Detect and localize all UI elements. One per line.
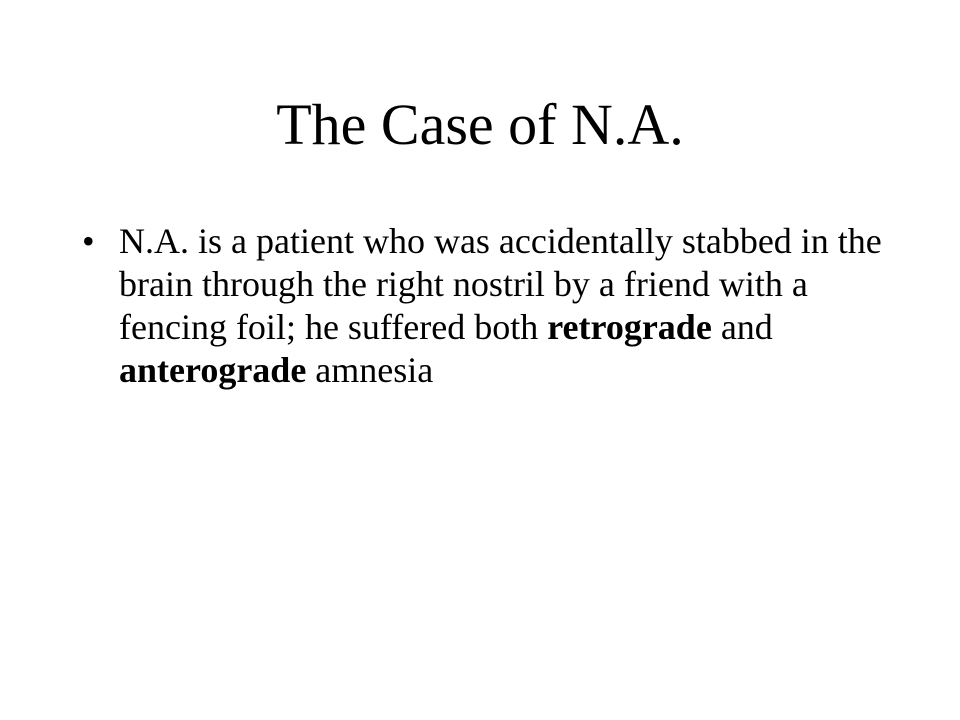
bullet-text-connector: and [711, 307, 773, 347]
bullet-dot-icon: • [82, 221, 95, 261]
term-retrograde: retrograde [547, 307, 712, 347]
bullet-text-end: amnesia [306, 350, 434, 390]
slide-title: The Case of N.A. [276, 92, 684, 157]
term-anterograde: anterograde [119, 350, 307, 390]
bullet-text: N.A. is a patient who was accidentally stabbed in the brain through the right nostril by a friend with a fencing foil; he suffered both [119, 221, 882, 347]
bullet-item [82, 220, 912, 392]
bullet-list [82, 220, 912, 392]
